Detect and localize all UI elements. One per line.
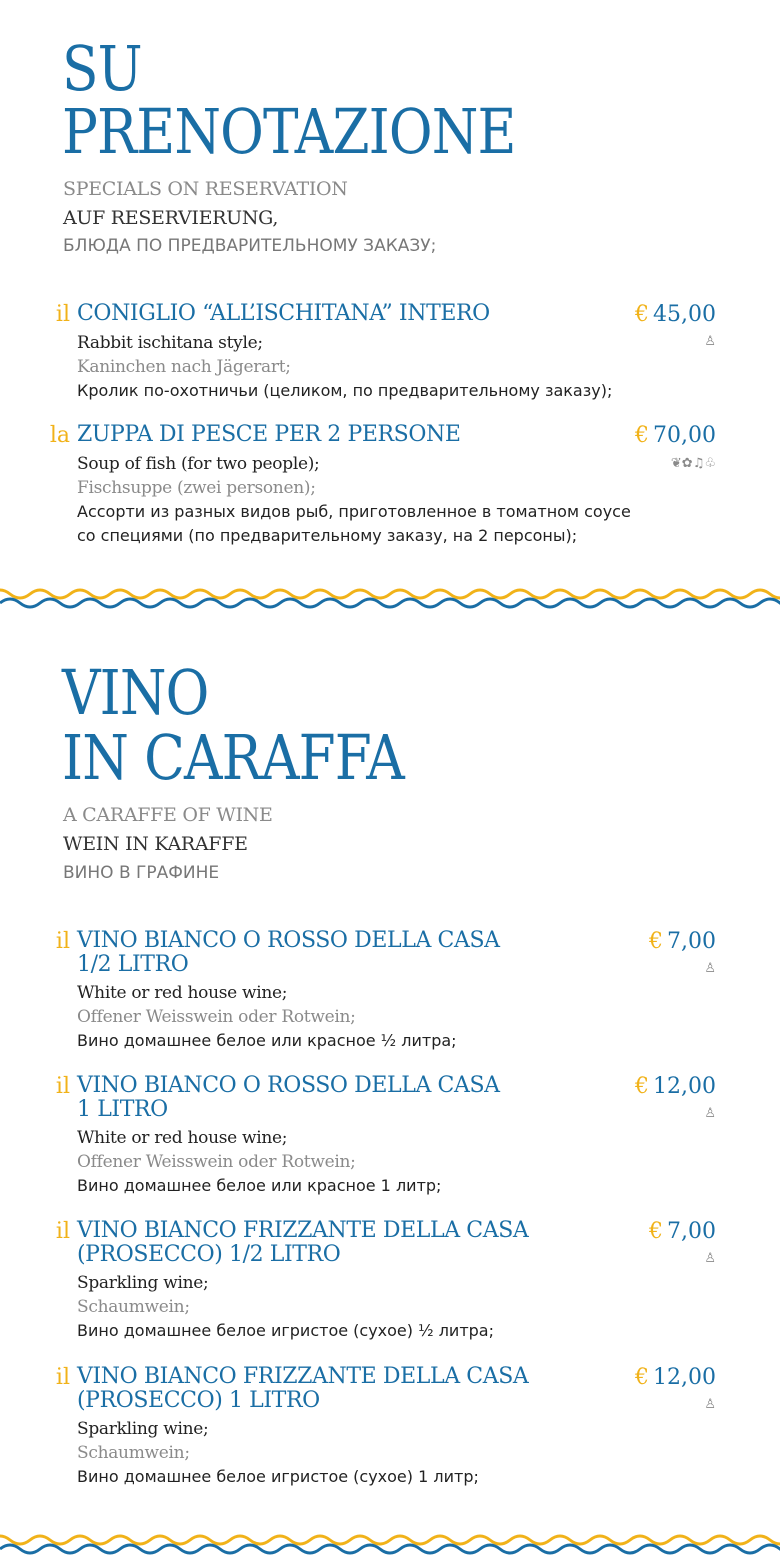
wave-yellow-line	[0, 1536, 780, 1544]
section-subtitle-en: SPECIALS ON RESERVATION	[63, 178, 348, 200]
item-desc-de: Fischsuppe (zwei personen);	[77, 478, 316, 498]
item-desc-ru: Вино домашнее белое или красное 1 литр;	[77, 1176, 442, 1195]
item-name-line1: VINO BIANCO O ROSSO DELLA CASA	[77, 1073, 500, 1098]
euro-sign: €	[635, 1074, 650, 1099]
item-name-line1: VINO BIANCO FRIZZANTE DELLA CASA	[77, 1218, 529, 1243]
glass-icon: ♙	[704, 1251, 716, 1266]
section-subtitle-de: WEIN IN KARAFFE	[63, 833, 248, 855]
item-desc-en: Soup of fish (for two people);	[77, 454, 320, 474]
price-value: 70,00	[653, 423, 716, 448]
wave-divider	[0, 586, 780, 610]
allergen-icons: ❦✿♫♧	[670, 456, 716, 471]
glass-icon: ♙	[704, 1397, 716, 1412]
section-title-line1: VINO	[62, 656, 209, 729]
item-desc-de: Offener Weisswein oder Rotwein;	[77, 1007, 356, 1027]
section-title-line2: IN CARAFFA	[62, 721, 404, 794]
item-article: il	[55, 929, 70, 954]
item-name-line2: (PROSECCO) 1/2 LITRO	[77, 1242, 341, 1267]
item-desc-de: Offener Weisswein oder Rotwein;	[77, 1152, 356, 1172]
euro-sign: €	[635, 423, 650, 448]
section-subtitle-en: A CARAFFE OF WINE	[63, 804, 273, 826]
glass-icon: ♙	[704, 1106, 716, 1121]
item-desc-de: Kaninchen nach Jägerart;	[77, 357, 291, 377]
item-name-line1: VINO BIANCO O ROSSO DELLA CASA	[77, 928, 500, 953]
item-price	[635, 423, 716, 449]
glass-icon: ♙	[704, 961, 716, 976]
item-price	[649, 1219, 716, 1245]
euro-sign: €	[635, 1365, 650, 1390]
item-article: il	[55, 302, 70, 327]
item-desc-en: Sparkling wine;	[77, 1273, 209, 1293]
item-name-line1: VINO BIANCO FRIZZANTE DELLA CASA	[77, 1364, 529, 1389]
wave-blue-line	[0, 599, 780, 607]
item-article: il	[55, 1074, 70, 1099]
item-desc-ru-line2: со специями (по предварительному заказу, на 2 персоны);	[77, 526, 578, 545]
section-subtitle-ru: БЛЮДА ПО ПРЕДВАРИТЕЛЬНОМУ ЗАКАЗУ;	[63, 236, 437, 256]
item-desc-ru-line1: Ассорти из разных видов рыб, приготовленное в томатном соусе	[77, 502, 631, 521]
wave-divider	[0, 1532, 780, 1556]
euro-sign: €	[649, 929, 664, 954]
item-desc-ru: Вино домашнее белое игристое (сухое) ½ литра;	[77, 1321, 494, 1340]
item-price	[635, 302, 716, 328]
price-value: 45,00	[653, 302, 716, 327]
item-name-line2: (PROSECCO) 1 LITRO	[77, 1388, 320, 1413]
item-desc-en: Rabbit ischitana style;	[77, 333, 263, 353]
price-value: 12,00	[653, 1365, 716, 1390]
item-article: il	[55, 1219, 70, 1244]
wave-yellow-line	[0, 590, 780, 598]
item-desc-de: Schaumwein;	[77, 1443, 190, 1463]
wave-blue-line	[0, 1545, 780, 1553]
item-desc-en: Sparkling wine;	[77, 1419, 209, 1439]
item-desc-de: Schaumwein;	[77, 1297, 190, 1317]
item-desc-ru: Вино домашнее белое или красное ½ литра;	[77, 1031, 457, 1050]
section-title-line2: PRENOTAZIONE	[62, 95, 516, 168]
item-desc-ru: Кролик по-охотничьи (целиком, по предварительному заказу);	[77, 381, 613, 400]
euro-sign: €	[649, 1219, 664, 1244]
item-price	[649, 929, 716, 955]
item-article: il	[55, 1365, 70, 1390]
price-value: 7,00	[667, 929, 716, 954]
euro-sign: €	[635, 302, 650, 327]
item-name-line2: 1/2 LITRO	[77, 952, 189, 977]
item-name: ZUPPA DI PESCE PER 2 PERSONE	[77, 422, 461, 447]
item-article: la	[49, 423, 70, 448]
item-price	[635, 1365, 716, 1391]
item-desc-en: White or red house wine;	[77, 1128, 288, 1148]
item-price	[635, 1074, 716, 1100]
glass-icon: ♙	[704, 334, 716, 349]
section-title-line1: SU	[62, 32, 142, 105]
price-value: 7,00	[667, 1219, 716, 1244]
price-value: 12,00	[653, 1074, 716, 1099]
item-desc-ru: Вино домашнее белое игристое (сухое) 1 литр;	[77, 1467, 479, 1486]
item-name: CONIGLIO “ALL’ISCHITANA” INTERO	[77, 301, 490, 326]
item-desc-en: White or red house wine;	[77, 983, 288, 1003]
item-name-line2: 1 LITRO	[77, 1097, 168, 1122]
section-subtitle-de: AUF RESERVIERUNG,	[63, 207, 279, 229]
section-subtitle-ru: ВИНО В ГРАФИНЕ	[63, 863, 220, 883]
